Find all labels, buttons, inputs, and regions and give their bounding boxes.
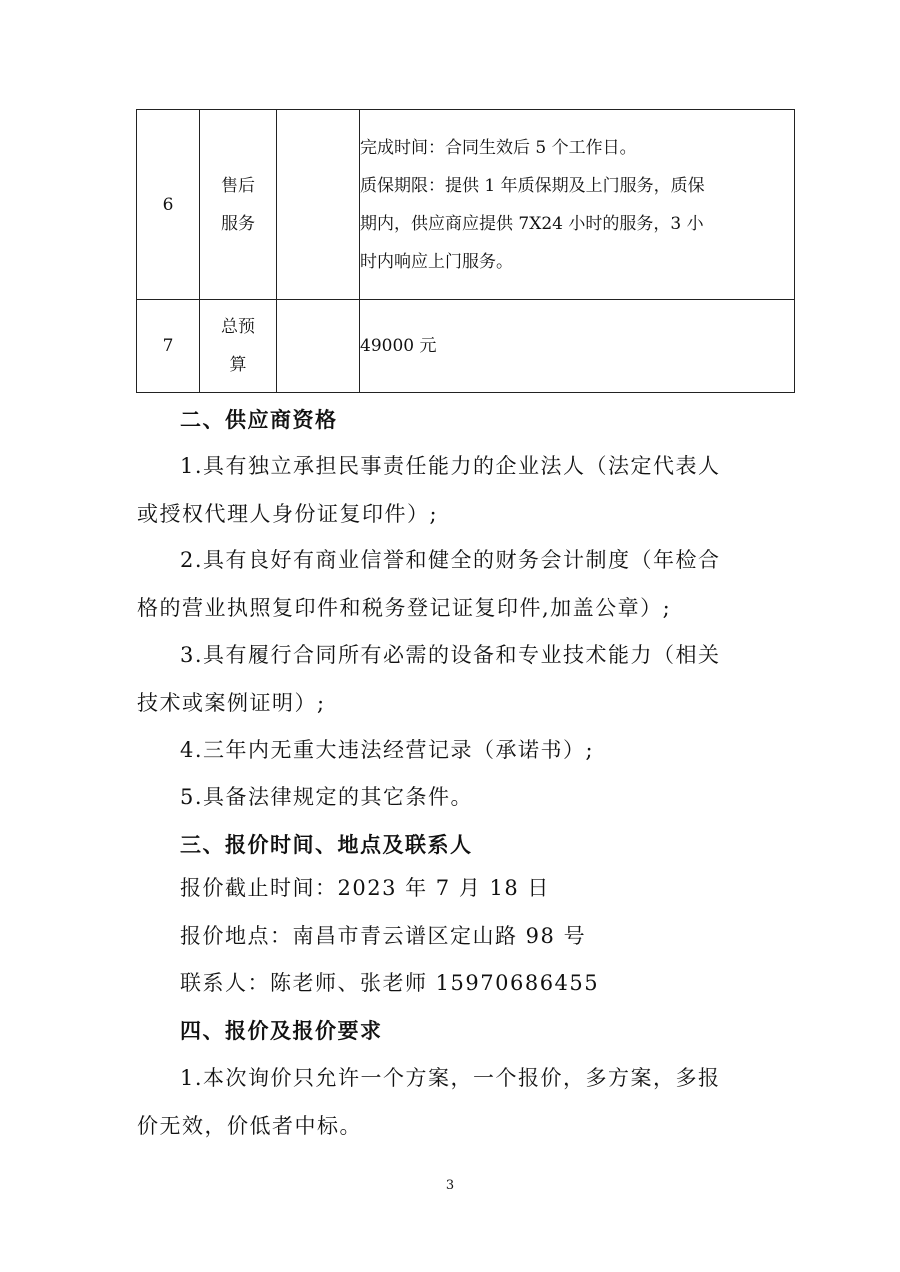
section-heading-quote-time-place-contact: 三、报价时间、地点及联系人 — [180, 833, 473, 857]
row-blank-cell — [277, 300, 360, 393]
quote-requirement-1-line-2: 价无效，价低者中标。 — [137, 1114, 362, 1138]
quote-deadline: 报价截止时间：2023 年 7 月 18 日 — [180, 876, 550, 900]
section-heading-quote-requirements: 四、报价及报价要求 — [180, 1019, 383, 1043]
qualification-item-4: 4.三年内无重大违法经营记录（承诺书）; — [180, 738, 595, 762]
page-number: 3 — [445, 1178, 455, 1193]
table-row — [137, 300, 795, 393]
qualification-item-1-line-1: 1.具有独立承担民事责任能力的企业法人（法定代表人 — [180, 454, 721, 478]
quote-requirement-1-line-1: 1.本次询价只允许一个方案，一个报价，多方案，多报 — [180, 1066, 721, 1090]
qualification-item-3-line-1: 3.具有履行合同所有必需的设备和专业技术能力（相关 — [180, 643, 721, 667]
row-content: 49000 元 — [360, 300, 795, 393]
table-row — [137, 110, 795, 300]
row-item-name: 总预 算 — [200, 300, 277, 393]
row-number: 7 — [137, 300, 200, 393]
section-heading-supplier-qualification: 二、供应商资格 — [180, 408, 338, 432]
row-content: 完成时间：合同生效后 5 个工作日。 质保期限：提供 1 年质保期及上门服务，质保 期内，供应商应提供 7X24 小时的服务，3 小 时内响应上门服务。 — [360, 110, 795, 300]
row-item-name: 售后 服务 — [200, 110, 277, 300]
qualification-item-3-line-2: 技术或案例证明）; — [137, 691, 326, 715]
quote-location: 报价地点：南昌市青云谱区定山路 98 号 — [180, 924, 587, 948]
row-number: 6 — [137, 110, 200, 300]
row-blank-cell — [277, 110, 360, 300]
contact-persons: 联系人：陈老师、张老师 15970686455 — [180, 971, 600, 995]
qualification-item-1-line-2: 或授权代理人身份证复印件）; — [137, 502, 439, 526]
qualification-item-2-line-1: 2.具有良好有商业信誉和健全的财务会计制度（年检合 — [180, 548, 721, 572]
requirements-table — [136, 109, 795, 393]
qualification-item-2-line-2: 格的营业执照复印件和税务登记证复印件,加盖公章）; — [137, 596, 672, 620]
qualification-item-5: 5.具备法律规定的其它条件。 — [180, 785, 474, 809]
